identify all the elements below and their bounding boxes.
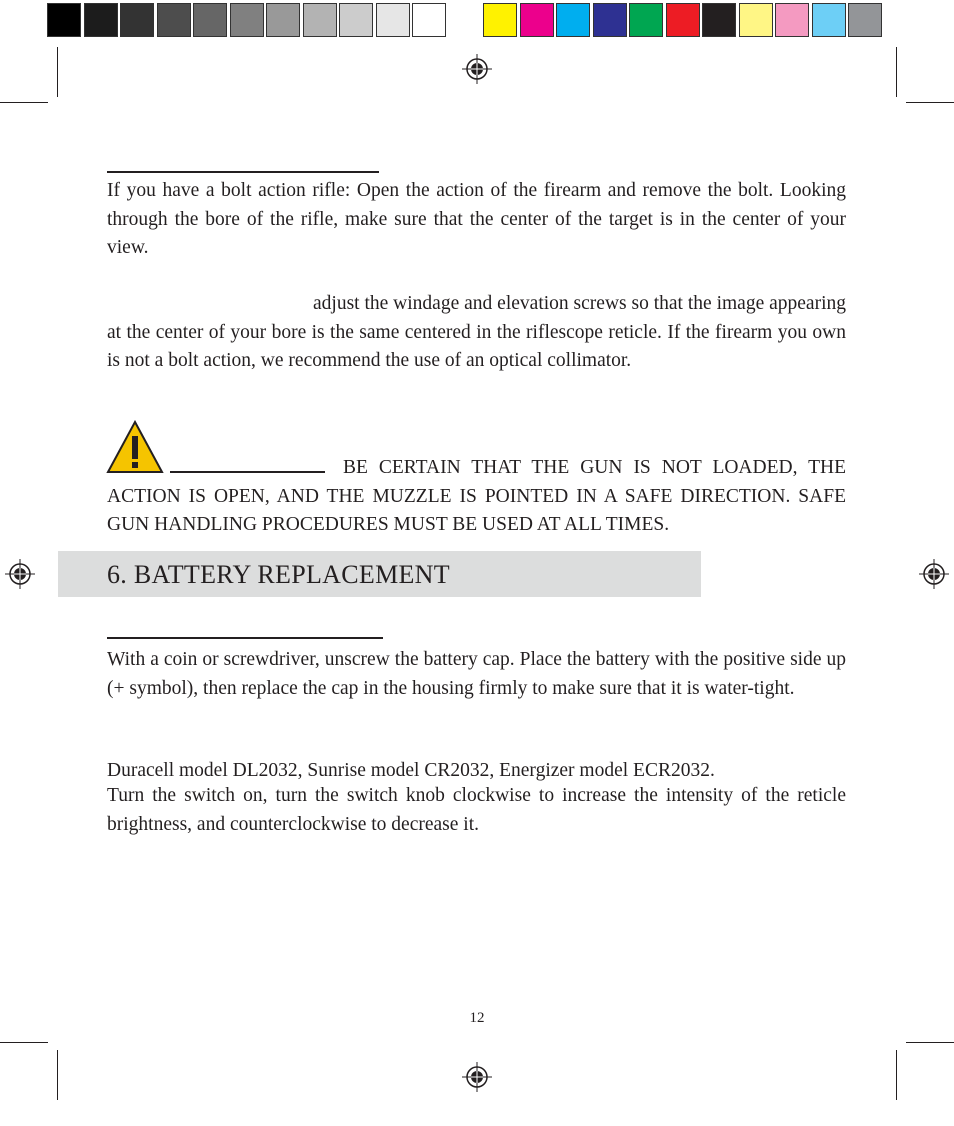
color-swatch [120,3,154,37]
color-swatch [812,3,846,37]
page-number: 12 [469,1010,485,1026]
color-swatch [666,3,700,37]
color-swatch [193,3,227,37]
safety-warning-text: BE CERTAIN THAT THE GUN IS NOT LOADED, THE ACTION IS OPEN, AND THE MUZZLE IS POINTED IN A SAFE DIRECTION. SAFE GUN HANDLING PROCEDURES MUST BE USED AT ALL TIMES. [107,457,846,535]
brightness-switch-paragraph: Turn the switch on, turn the switch knob clockwise to increase the intensity of the reticle brightness, and counterclockwise to decrease it. [107,785,846,835]
registration-mark-bottom-icon [462,1062,492,1092]
color-swatch [775,3,809,37]
battery-models-paragraph: Duracell model DL2032, Sunrise model CR2032, Energizer model ECR2032. [107,760,715,781]
color-swatch [593,3,627,37]
color-swatch [412,3,446,37]
crop-mark-bottom-right-v [896,1050,897,1100]
crop-mark-bottom-right-h [906,1042,954,1043]
battery-cap-paragraph: With a coin or screwdriver, unscrew the battery cap. Place the battery with the positive side up (+ symbol), then replace the cap in the housing firmly to make sure that it is water-tight. [107,649,846,699]
section-title-battery-replacement: 6. BATTERY REPLACEMENT [107,560,450,589]
color-swatch [157,3,191,37]
crop-mark-top-right-v [896,47,897,97]
color-swatch [230,3,264,37]
color-swatch [84,3,118,37]
color-swatch [520,3,554,37]
color-swatch [376,3,410,37]
crop-mark-bottom-left-h [0,1042,48,1043]
crop-mark-top-left-v [57,47,58,97]
color-swatch [47,3,81,37]
crop-mark-top-left-h [0,102,48,103]
color-swatch [556,3,590,37]
color-swatch [629,3,663,37]
registration-mark-top-icon [462,54,492,84]
adjust-screws-paragraph: adjust the windage and elevation screws so that the image appearing at the center of your bore is the same centered in the riflescope reticle. If the firearm you own is not a bolt action, we recommend the use of an optical collimator. [107,293,846,371]
registration-mark-left-icon [5,559,35,589]
subheading-rule [107,171,379,173]
color-swatch [266,3,300,37]
color-swatch [303,3,337,37]
color-swatch [483,3,517,37]
crop-mark-top-right-h [906,102,954,103]
crop-mark-bottom-left-v [57,1050,58,1100]
bolt-action-paragraph: If you have a bolt action rifle: Open the action of the firearm and remove the bolt. Looking through the bore of the rifle, make sure that the center of the target is in the center of your view. [107,180,846,258]
battery-subheading-rule [107,637,383,639]
color-swatch [702,3,736,37]
color-swatch [339,3,373,37]
color-calibration-bar [483,3,885,39]
color-swatch [848,3,882,37]
registration-mark-right-icon [919,559,949,589]
color-swatch [739,3,773,37]
gray-calibration-bar [47,3,449,39]
